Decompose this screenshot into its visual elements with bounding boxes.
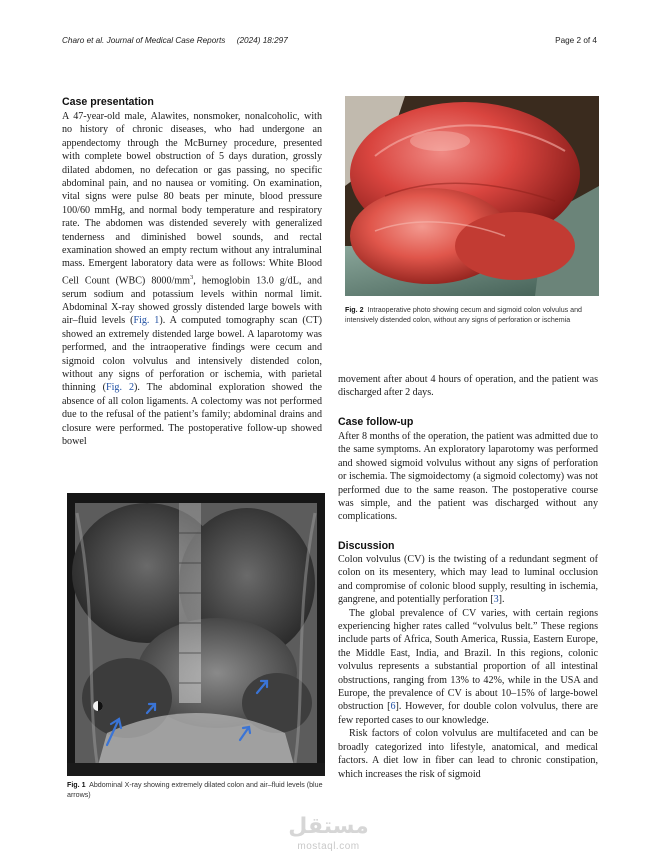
blue-arrow-icon	[147, 704, 155, 713]
header-authors: Charo et al.	[62, 36, 105, 45]
watermark-logo: مستقل	[288, 814, 369, 839]
fig1-caption	[67, 781, 325, 800]
discussion-p1: Colon volvulus (CV) is the twisting of a redundant segment of colon on its mesentery, which may lead to luminal occlusion and compromise of colonic blood supply, resulting in ischemia, gangrene, and potentially perforation [	[338, 554, 598, 606]
header-journal: Journal of Medical Case Reports	[106, 36, 226, 45]
blue-arrow-icon	[257, 681, 267, 693]
blue-arrow-icon	[107, 719, 121, 745]
fig1-arrow-overlay	[67, 493, 325, 776]
watermark-url: mostaql.com	[297, 841, 360, 852]
fig1-xray	[67, 493, 325, 776]
ref3-link[interactable]: 3	[493, 594, 499, 606]
case-followup-heading: Case follow-up	[338, 416, 414, 428]
page-number: Page 2 of 4	[555, 36, 597, 45]
fig2-label: Fig. 2	[345, 306, 364, 314]
running-header	[62, 36, 288, 45]
discussion-p2: The global prevalence of CV varies, with certain regions experiencing higher rates called “volvulus belt.” These regions include parts of Africa, South America, Russia, Eastern Europe, the Middle East, India, and Brazil. In this regions, colonic volvulus represents a substantial proportion of all intestinal obstructions, ranging from 13% to 42%, while in the USA and Europe, the prevalence of CV is about 10–15% of large-bowel obstruction [	[338, 607, 598, 713]
discussion-p3: Risk factors of colon volvulus are multifaceted and can be broadly categorized into lifestyle, anatomical, and medical factors. A diet low in fiber can lead to chronic constipation, which increases the risk of sigmoid	[338, 728, 598, 780]
case-text-part2: , hemoglobin 13.0 g/dL, and serum sodium and potassium levels within normal limit. Abdominal X-ray showed grossly distended large bowels with air–fluid levels (	[62, 275, 322, 327]
fig2-photo	[345, 96, 599, 296]
fig2-caption	[345, 306, 595, 325]
fig2-photo-graphic	[345, 96, 599, 296]
case-followup-text: After 8 months of the operation, the patient was admitted due to the same symptoms. An exploratory laparotomy was performed and showed sigmoid volvulus without any signs of perforation or ischemia. The sigmoidectomy (a sigmoid colectomy) was not performed due to the same reason. The postoperative course was simple, and the patient was discharged without any complications.	[338, 431, 598, 523]
case-text-part4: ). The abdominal exploration showed the absence of all colon ligaments. A colectomy was not performed due to the refusal of the patient’s family; abdominal drains and closure were performed. The postoperative follow-up showed bowel	[62, 382, 322, 448]
case-text-part1: A 47-year-old male, Alawites, nonsmoker, nonalcoholic, with no history of chronic diseases, who had undergone an appendectomy through the McBurney procedure, presented with complete bowel obstruction of 5 days duration, grossly dilated abdomen, no defecation or gas passing, no specific abdominal pain, and no nausea or vomiting. On examination, vital signs were pulse 80 beats per minute, blood pressure 100/60 mmHg, and normal body temperature and respiratory rate. The abdomen was distended severely with generalized tenderness and diminished bowel sounds, and rectal examination showed an empty rectum without any intraluminal mass. Emergent laboratory data were as follows: White Blood Cell Count (WBC) 8000/mm	[62, 111, 322, 287]
fig1-caption-text: Abdominal X-ray showing extremely dilated colon and air–fluid levels (blue arrows)	[67, 781, 323, 799]
blue-arrow-icon	[240, 727, 250, 740]
fig1-link[interactable]: Fig. 1	[133, 315, 160, 327]
discussion-p2-end: ]. However, for double colon volvulus, there are few reported cases to our knowledge.	[338, 701, 598, 726]
fig1-label: Fig. 1	[67, 781, 86, 789]
case-text-part3: ). A computed tomography scan (CT) showed an extremely distended large bowel. A laparotomy was performed, and the intraoperative findings were cecum and sigmoid colon volvulus and intensively distended colon, without any signs of perforation or ischemia, with parietal thinning (	[62, 315, 322, 394]
case-presentation-text	[62, 110, 322, 449]
ref6-link[interactable]: 6	[390, 701, 396, 713]
fig2-caption-text: Intraoperative photo showing cecum and sigmoid colon volvulus and intensively distended colon, without any signs of perforation or ischemia	[345, 306, 583, 324]
discussion-p1-end: ].	[498, 594, 505, 606]
fig2-link[interactable]: Fig. 2	[105, 382, 134, 394]
continuation-text: movement after about 4 hours of operation, and the patient was discharged after 2 days.	[338, 374, 598, 399]
superscript-3: 3	[190, 273, 194, 281]
discussion-heading: Discussion	[338, 540, 395, 552]
header-year-ref: (2024) 18:297	[236, 36, 288, 45]
discussion-text	[338, 553, 598, 781]
case-presentation-heading: Case presentation	[62, 96, 154, 108]
